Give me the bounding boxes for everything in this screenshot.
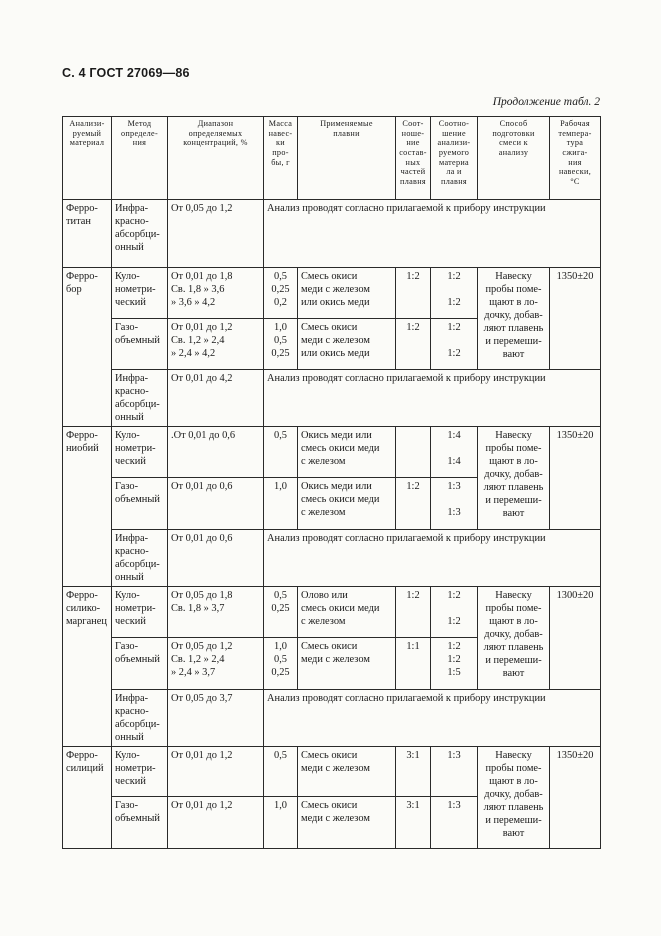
method-cell: Инфра- красно- абсорбци- онный [112,690,168,747]
preparation-cell: Навеску пробы поме- щают в ло- дочку, добав- ляют плавень и перемеши- вают [478,747,550,849]
mass-cell: 0,5 [264,427,298,478]
material-cell [63,587,112,747]
temperature-cell: 1350±20 [550,427,601,530]
method-cell: Газо- объемный [112,638,168,690]
range-cell: От 0,01 до 4,2 [168,370,264,427]
instrument-note: Анализ проводят согласно прилагаемой к прибору инструкции [264,370,601,427]
temperature-cell: 1350±20 [550,747,601,849]
method-cell: Газо- объемный [112,797,168,849]
material-cell [63,268,112,427]
range-cell: От 0,01 до 0,6 [168,530,264,587]
flux-cell: Окись меди или смесь окиси меди с железом [298,478,396,530]
flux-ratio-cell: 1:2 [396,587,431,638]
gost-table [62,116,601,849]
col-header-sample-ratio: Соотно- шение анализи- руемого материа ла и плавня [431,117,478,200]
col-header-range: Диапазон определяемых концентраций, % [168,117,264,200]
method-cell: Куло- нометри- ческий [112,427,168,478]
method-cell: Куло- нометри- ческий [112,587,168,638]
col-header-temperature: Рабочая темпера- тура сжига- ния навески, °С [550,117,601,200]
table-row [63,587,601,638]
material-cell [63,200,112,268]
table-caption: Продолжение табл. 2 [492,96,600,108]
page-header: С. 4 ГОСТ 27069—86 [62,66,190,80]
mass-cell: 0,5 [264,747,298,797]
flux-ratio-cell [396,427,431,478]
method-cell: Газо- объемный [112,319,168,370]
instrument-note: Анализ проводят согласно прилагаемой к прибору инструкции [264,200,601,268]
preparation-cell: Навеску пробы поме- щают в ло- дочку, добав- ляют плавень и перемеши- вают [478,427,550,530]
sample-ratio-cell: 1:2 1:2 1:5 [431,638,478,690]
col-header-material: Анализи- руемый материал [63,117,112,200]
range-cell: От 0,05 до 1,2 [168,200,264,268]
range-cell: .От 0,01 до 0,6 [168,427,264,478]
mass-cell: 1,0 0,5 0,25 [264,319,298,370]
table-row [63,690,601,747]
flux-ratio-cell: 1:2 [396,268,431,319]
flux-ratio-cell: 1:1 [396,638,431,690]
col-header-mass: Масса навес- ки про- бы, г [264,117,298,200]
table-row [63,268,601,319]
range-cell: От 0,05 до 1,2 Св. 1,2 » 2,4 » 2,4 » 3,7 [168,638,264,690]
range-cell: От 0,01 до 0,6 [168,478,264,530]
flux-cell: Смесь окиси меди с железом или окись меди [298,268,396,319]
flux-cell: Смесь окиси меди с железом [298,747,396,797]
method-cell: Инфра- красно- абсорбци- онный [112,370,168,427]
sample-ratio-cell: 1:3 1:3 [431,478,478,530]
range-cell: От 0,01 до 1,8 Св. 1,8 » 3,6 » 3,6 » 4,2 [168,268,264,319]
table-row [63,200,601,268]
table-header-row [63,117,601,200]
instrument-note: Анализ проводят согласно прилагаемой к прибору инструкции [264,690,601,747]
mass-cell: 1,0 0,5 0,25 [264,638,298,690]
sample-ratio-cell: 1:4 1:4 [431,427,478,478]
sample-ratio-cell: 1:3 [431,747,478,797]
sample-ratio-cell: 1:2 1:2 [431,319,478,370]
preparation-cell: Навеску пробы поме- щают в ло- дочку, добав- ляют плавень и перемеши- вают [478,268,550,370]
mass-cell: 1,0 [264,797,298,849]
flux-cell: Окись меди или смесь окиси меди с железом [298,427,396,478]
temperature-cell: 1300±20 [550,587,601,690]
range-cell: От 0,05 до 1,8 Св. 1,8 » 3,7 [168,587,264,638]
range-cell: От 0,01 до 1,2 [168,747,264,797]
flux-cell: Смесь окиси меди с железом или окись меди [298,319,396,370]
col-header-method: Метод определе- ния [112,117,168,200]
range-cell: От 0,01 до 1,2 Св. 1,2 » 2,4 » 2,4 » 4,2 [168,319,264,370]
material-cell [63,427,112,587]
range-cell: От 0,05 до 3,7 [168,690,264,747]
material-name: Ферро- силико- марганец [66,590,107,627]
col-header-preparation: Способ подготовки смеси к анализу [478,117,550,200]
flux-ratio-cell: 3:1 [396,797,431,849]
sample-ratio-cell: 1:2 1:2 [431,268,478,319]
flux-cell: Олово или смесь окиси меди с железом [298,587,396,638]
col-header-flux: Применяемые плавни [298,117,396,200]
range-cell: От 0,01 до 1,2 [168,797,264,849]
sample-ratio-cell: 1:2 1:2 [431,587,478,638]
table-row [63,370,601,427]
table-row [63,747,601,797]
material-cell [63,747,112,849]
instrument-note: Анализ проводят согласно прилагаемой к прибору инструкции [264,530,601,587]
material-name: Ферро- бор [66,271,98,295]
flux-ratio-cell: 1:2 [396,319,431,370]
material-name: Ферро- силиций [66,750,104,774]
table-row [63,530,601,587]
flux-cell: Смесь окиси меди с железом [298,638,396,690]
flux-ratio-cell: 3:1 [396,747,431,797]
method-cell: Газо- объемный [112,478,168,530]
method-cell: Инфра- красно- абсорбци- онный [112,200,168,268]
table-body [63,200,601,849]
preparation-cell: Навеску пробы поме- щают в ло- дочку, добав- ляют плавень и перемеши- вают [478,587,550,690]
table-row [63,427,601,478]
sample-ratio-cell: 1:3 [431,797,478,849]
mass-cell: 0,5 0,25 0,2 [264,268,298,319]
flux-cell: Смесь окиси меди с железом [298,797,396,849]
material-name: Ферро- титан [66,203,98,227]
col-header-flux-ratio: Соот- ноше- ние состав- ных частей плавня [396,117,431,200]
method-cell: Куло- нометри- ческий [112,268,168,319]
mass-cell: 0,5 0,25 [264,587,298,638]
method-cell: Куло- нометри- ческий [112,747,168,797]
material-name: Ферро- ниобий [66,430,99,454]
mass-cell: 1,0 [264,478,298,530]
method-cell: Инфра- красно- абсорбци- онный [112,530,168,587]
temperature-cell: 1350±20 [550,268,601,370]
flux-ratio-cell: 1:2 [396,478,431,530]
